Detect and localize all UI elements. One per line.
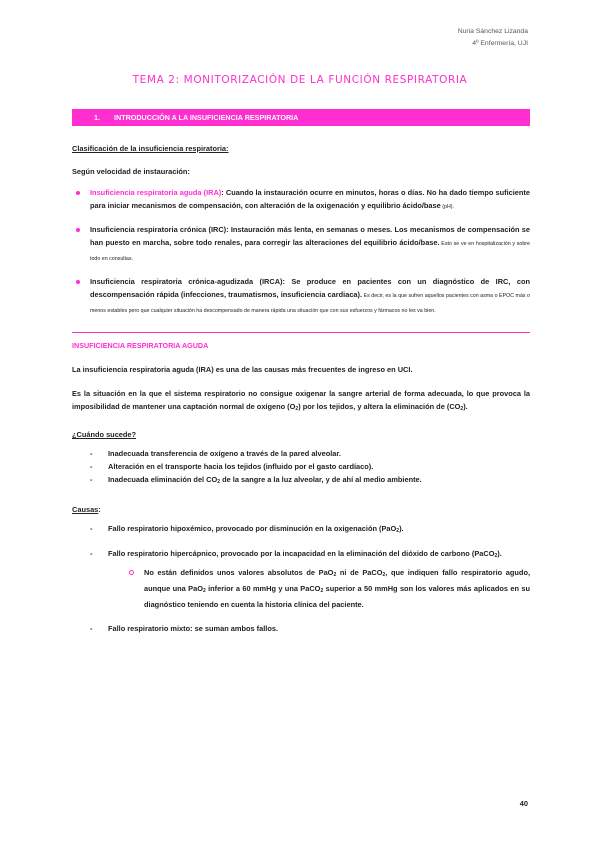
bullet-icon [76, 228, 80, 232]
when-list [72, 447, 530, 489]
course-label: 4º Enfermería, UJI [472, 40, 528, 47]
page-number: 40 [519, 799, 528, 808]
item-text: : Se produce en pacientes con un diagnóstico de IRC, con descompensación rápida (infecciones, traumatismos, insuficiencia cardiaca). [90, 277, 530, 299]
item-term: Insuficiencia respiratoria aguda (IRA) [90, 188, 222, 197]
causes-label: Causas [72, 505, 99, 514]
subscript: 2 [217, 479, 221, 485]
item-text: , que indiquen fallo respiratorio agudo, aunque una PaO [144, 568, 531, 593]
subscript: 2 [202, 588, 206, 594]
dash-icon: - [90, 549, 93, 558]
item-term: Insuficiencia respiratoria crónica (IRC) [90, 225, 227, 234]
list-item [72, 622, 530, 635]
item-note: (pH). [440, 204, 455, 210]
causes-heading [72, 503, 530, 516]
item-text: inferior a 60 mmHg y una PaCO [205, 584, 321, 593]
bullet-icon [76, 191, 80, 195]
item-text: superior a 50 mmHg son los valores más aplicados en su diagnóstico teniendo en cuenta la historia clínica del paciente. [144, 584, 530, 609]
list-item [72, 547, 530, 563]
causes-colon: : [98, 505, 101, 514]
dash-icon: - [90, 475, 93, 484]
circle-bullet-icon [129, 570, 134, 575]
item-text: Alteración en el transporte hacia los tejidos (influido por el gasto cardíaco). [108, 462, 374, 471]
item-text: ni de PaCO [336, 568, 383, 577]
classification-heading: Clasificación de la insuficiencia respiratoria: [72, 144, 229, 153]
subscript: 2 [494, 553, 498, 559]
item-note: Esto se ve en hospitalización y sobre todo en consultas. [90, 241, 530, 262]
text-span: ). [463, 402, 468, 411]
subscript: 2 [295, 406, 299, 412]
ira-paragraph-2 [72, 387, 530, 416]
classification-list [72, 186, 530, 318]
content [72, 136, 530, 635]
subscript: 2 [382, 572, 386, 578]
dash-icon: - [90, 524, 93, 533]
section-divider [72, 332, 530, 333]
subscript: 2 [396, 528, 400, 534]
list-item [72, 473, 530, 489]
causes-list [72, 522, 530, 563]
list-item [72, 223, 530, 266]
list-item [72, 522, 530, 538]
ira-paragraph-1: La insuficiencia respiratoria aguda (IRA) es una de las causas más frecuentes de ingreso en UCI. [72, 365, 413, 374]
bullet-icon [76, 280, 80, 284]
item-note: Es decir, es la que sufren aquellos pacientes con asma o EPOC más o menos estables pero que cualquier situación ha descompensado de manera rápida una situación que con sus esfuerzos y fármacos no les va bien. [90, 293, 531, 314]
item-text: No están definidos unos valores absolutos de PaO [144, 568, 334, 577]
subscript: 2 [333, 572, 337, 578]
dash-icon: - [90, 462, 93, 471]
item-text: Inadecuada transferencia de oxígeno a través de la pared alveolar. [108, 449, 341, 458]
list-item [72, 460, 530, 473]
when-heading: ¿Cuándo sucede? [72, 430, 137, 439]
item-text: ). [399, 524, 404, 533]
item-text: Inadecuada eliminación del CO [108, 475, 218, 484]
subscript: 2 [460, 406, 464, 412]
dash-icon: - [90, 624, 93, 633]
subscript: 2 [320, 588, 324, 594]
list-item [72, 566, 530, 611]
text-span: ) por los tejidos, y altera la eliminación de (CO [298, 402, 461, 411]
item-text: ). [497, 549, 502, 558]
speed-label: Según velocidad de instauración: [72, 167, 190, 176]
page-title: TEMA 2: MONITORIZACIÓN DE LA FUNCIÓN RESPIRATORIA [132, 74, 468, 86]
text-span: Es la situación en la que el sistema respiratorio no consigue oxigenar la sangre arterial de forma adecuada, lo que provoca la imposibilidad de mantener una captación normal de oxígeno (O [72, 389, 530, 411]
ira-heading: INSUFICIENCIA RESPIRATORIA AGUDA [72, 341, 209, 350]
author-block [458, 26, 528, 50]
item-text: Fallo respiratorio hipoxémico, provocado por disminución en la oxigenación (PaO [108, 524, 397, 533]
list-item [72, 186, 530, 214]
section-heading-bar [72, 109, 530, 126]
item-text: Fallo respiratorio hipercápnico, provocado por la incapacidad en la eliminación del dióxido de carbono (PaCO [108, 549, 495, 558]
causes-sublist [72, 566, 530, 611]
author-name: Nuria Sánchez Lizanda [457, 28, 528, 35]
list-item [72, 447, 530, 460]
causes-list-2 [72, 622, 530, 635]
item-term: Insuficiencia respiratoria crónica-agudizada (IRCA) [90, 277, 283, 286]
section-title: INTRODUCCIÓN A LA INSUFICIENCIA RESPIRATORIA [114, 113, 299, 122]
item-text: : Instauración más lenta, en semanas o meses. Los mecanismos de compensación se han puesto en marcha, sobre todo renales, para corregir las alteraciones del equilibrio ácido/base. [90, 225, 530, 247]
section-number: 1. [94, 113, 100, 122]
item-text: : Cuando la instauración ocurre en minutos, horas o días. No ha dado tiempo suficiente para iniciar mecanismos de compensación, con alteración de la oxigenación y equilibrio ácido/base [90, 188, 531, 210]
dash-icon: - [90, 449, 93, 458]
item-text: Fallo respiratorio mixto: se suman ambos fallos. [108, 624, 279, 633]
item-text: de la sangre a la luz alveolar, y de ahí al medio ambiente. [220, 475, 422, 484]
list-item [72, 275, 530, 318]
